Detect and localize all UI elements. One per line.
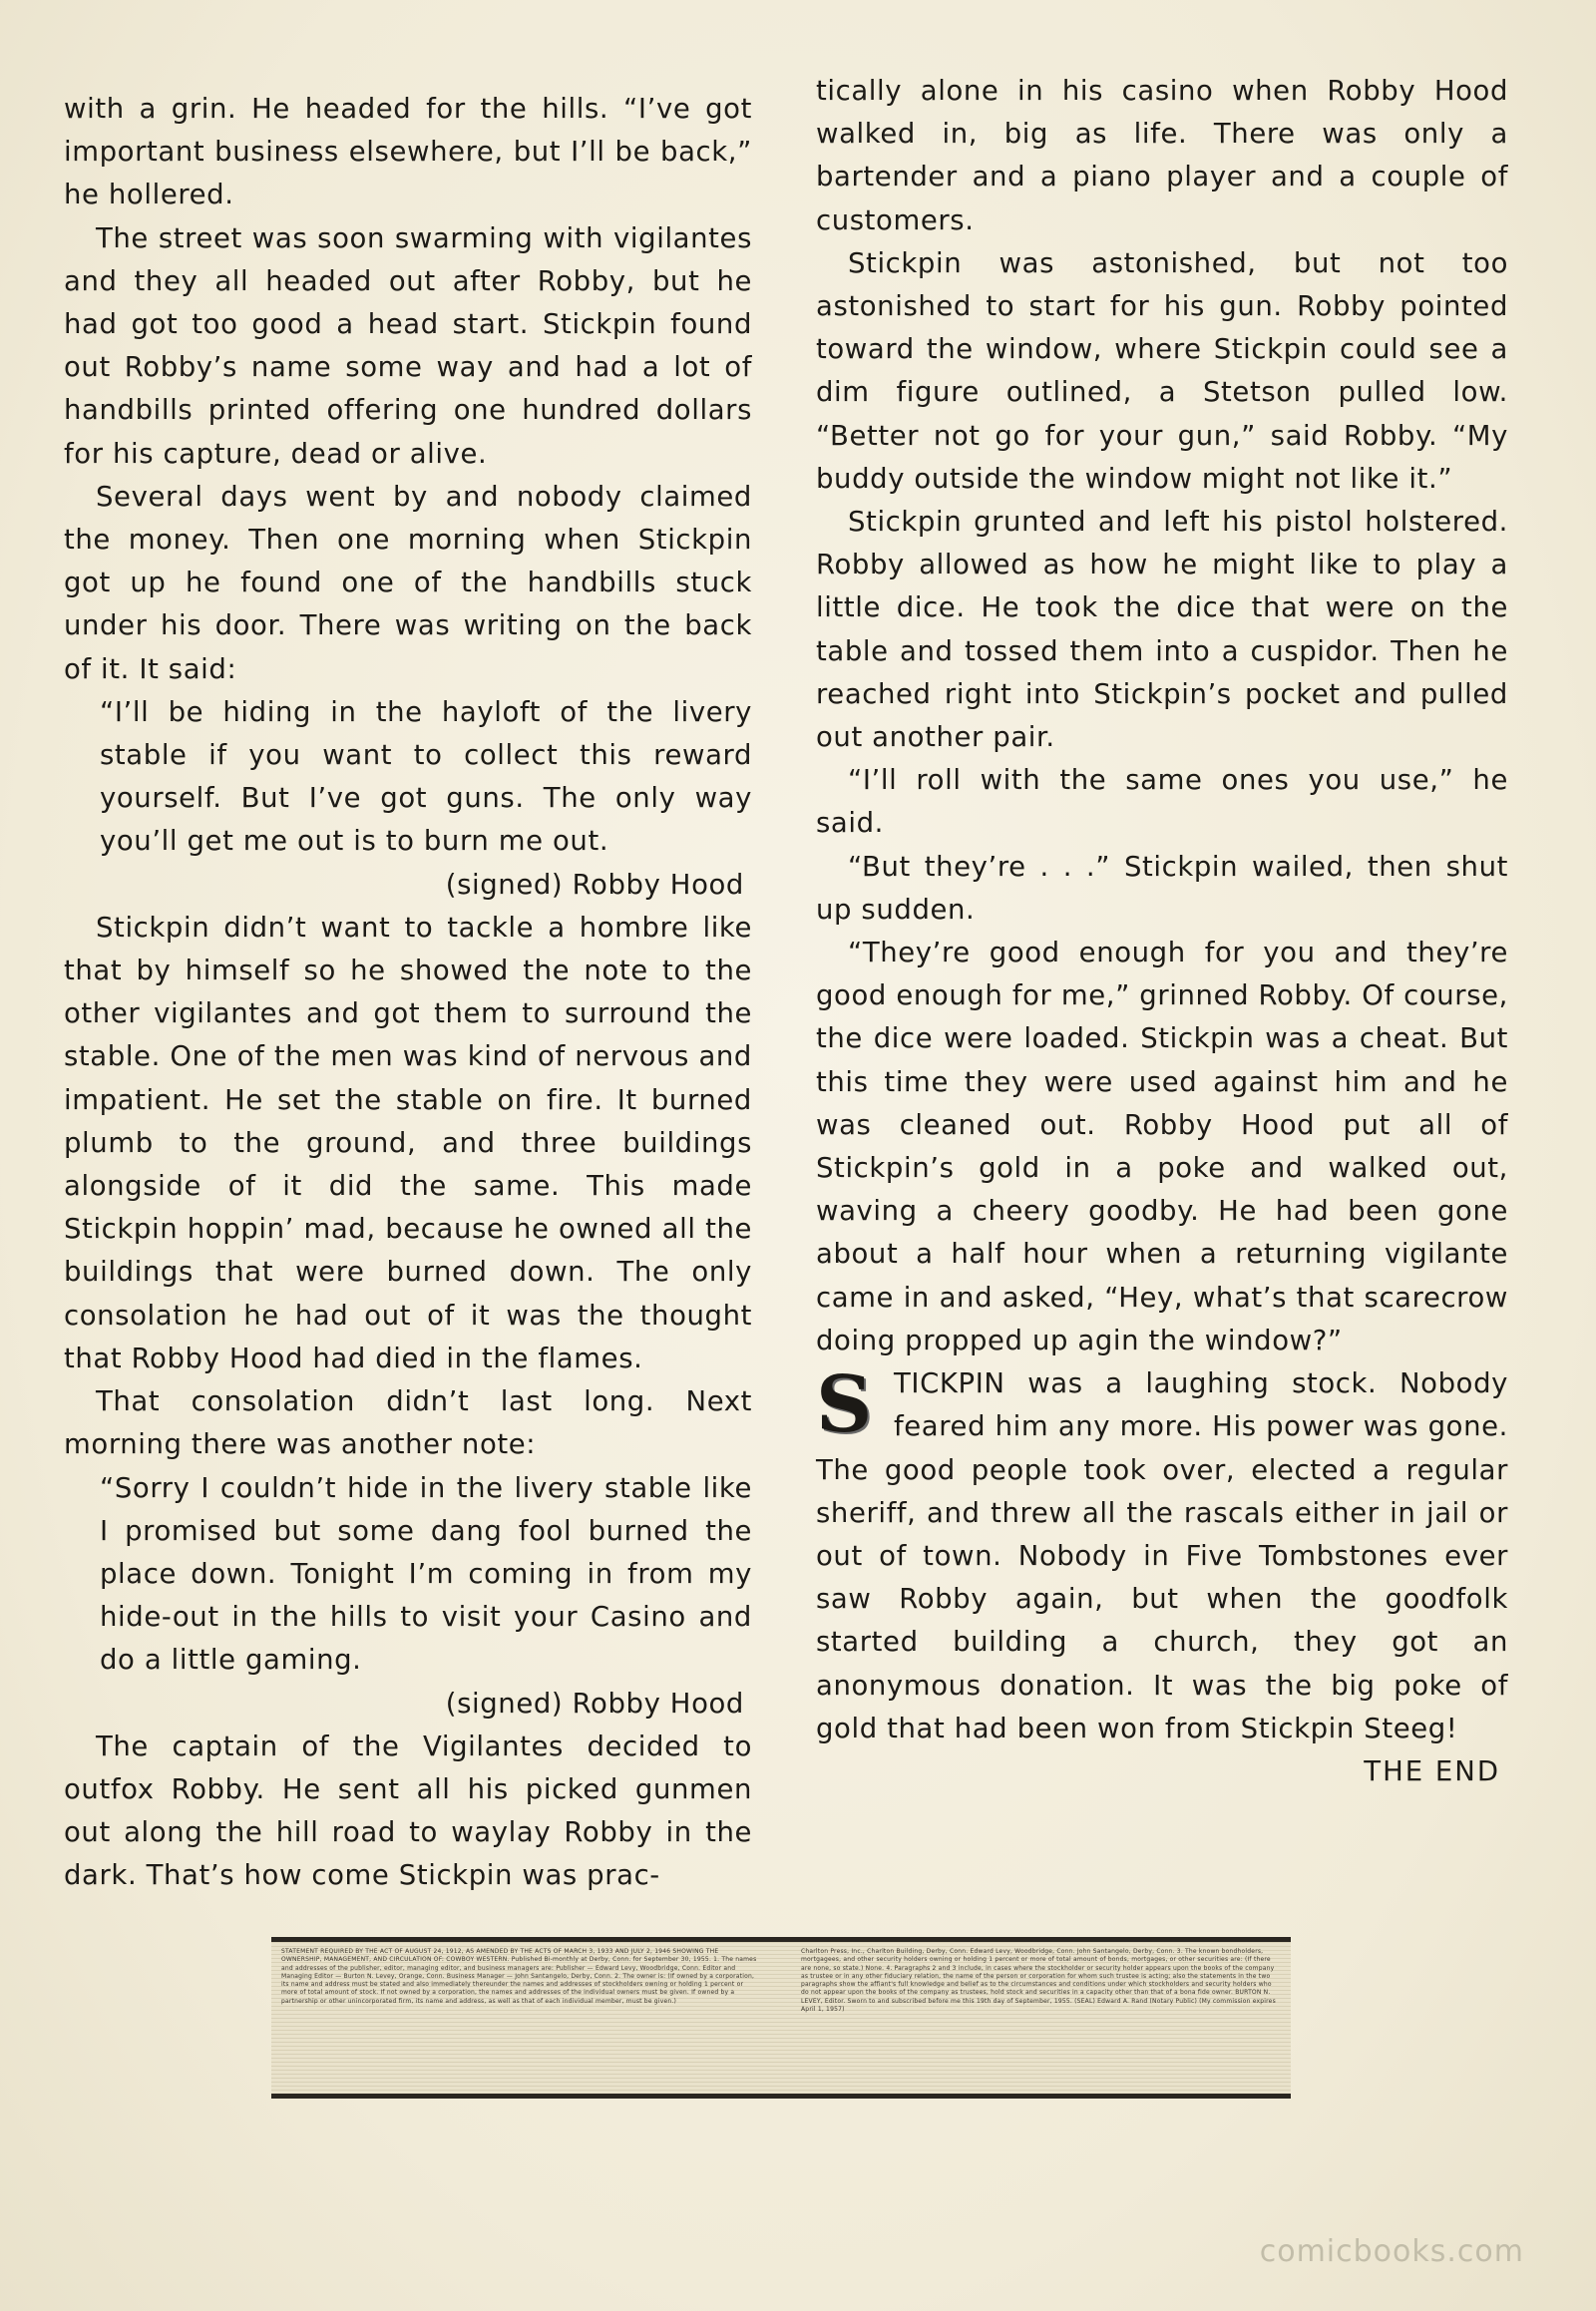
note-signature: (signed) Robby Hood <box>445 1687 744 1720</box>
paragraph: with a grin. He headed for the hills. “I’ve got important business elsewhere, but I’ll be back,” he hollered. <box>64 93 752 211</box>
paragraph: “But they’re . . .” Stickpin wailed, then shut up sudden. <box>816 850 1508 926</box>
paragraph: tically alone in his casino when Robby Hood walked in, big as life. There was only a bartender and a piano player and a couple of customers. <box>816 75 1508 236</box>
paragraph: That consolation didn’t last long. Next morning there was another note: <box>64 1385 752 1461</box>
paragraph: Stickpin didn’t want to tackle a hombre like that by himself so he showed the note to the other vigilantes and got them to surround the stable. One of the men was kind of nervous and impatient. He set the stable on fire. It burned plumb to the ground, and three buildings alongside of it did the same. This made Stickpin hoppin’ mad, because he owned all the buildings that were burned down. The only consolation he had out of it was the thought that Robby Hood had died in the flames. <box>64 911 752 1374</box>
drop-cap-letter: S <box>816 1359 873 1451</box>
paragraph: The captain of the Vigilantes decided to outfox Robby. He sent all his picked gunmen out along the hill road to waylay Robby in the dark. That’s how come Stickpin was prac- <box>64 1730 752 1892</box>
quoted-note: “I’ll be hiding in the hayloft of the livery stable if you want to collect this reward yourself. But I’ve got guns. The only way you’ll get me out is to burn me out. <box>100 695 752 858</box>
paragraph: Several days went by and nobody claimed the money. Then one morning when Stickpin got up he found one of the handbills stuck under his door. There was writing on the back of it. It said: <box>64 480 752 685</box>
paragraph: “I’ll roll with the same ones you use,” he said. <box>816 764 1508 840</box>
site-watermark: comicbooks.com <box>1259 2234 1524 2269</box>
paragraph: “They’re good enough for you and they’re good enough for me,” grinned Robby. Of course, the dice were loaded. Stickpin was a cheat. But this time they were used against him and he was cleaned out. Robby Hood put all of Stickpin’s gold in a poke and walked out, waving a cheery goodby. He had been gone about a half hour when a returning vigilante came in and asked, “Hey, what’s that scarecrow doing propped up agin the window?” <box>816 937 1508 1356</box>
the-end-label: THE END <box>1364 1754 1500 1787</box>
statement-right-text: Charlton Press, Inc., Charlton Building, Derby, Conn. Edward Levy, Woodbridge, Conn. John Santangelo, Derby, Conn. 3. The known bondholders, mortgagees, and other security holders owning or holding 1 percent or more of total amount of bonds, mortgages, or other securities are: (If there are none, so state.) None. 4. Paragraphs 2 and 3 include, in cases where the stockholder or security holder appears upon the books of the company as trustee or in any other fiduciary relation, the name of the person or corporation for whom such trustee is acting; also the statements in the two paragraphs show the affiant's full knowledge and belief as to the circumstances and conditions under which stockholders and security holders who do not appear upon the books of the company as trustees, hold stock and securities in a capacity other than that of a bona fide owner. BURTON N. LEVEY, Editor. Sworn to and subscribed before me this 19th day of September, 1955. (SEAL) Edward A. Rand (Notary Public) (My commission expires April 1, 1957) <box>801 1948 1276 2014</box>
note-signature: (signed) Robby Hood <box>445 868 744 901</box>
right-text-column <box>816 70 1508 1793</box>
ownership-statement-box <box>271 1937 1291 2099</box>
final-paragraph <box>816 1359 1508 1750</box>
paragraph: Stickpin was astonished, but not too astonished to start for his gun. Robby pointed toward the window, where Stickpin could see a dim figure outlined, a Stetson pulled low. “Better not go for your gun,” said Robby. “My buddy outside the window might not like it.” <box>816 246 1508 495</box>
left-text-column <box>64 88 752 1898</box>
paragraph: Stickpin grunted and left his pistol holstered. Robby allowed as how he might like to play a little dice. He took the dice that were on the table and tossed them into a cuspidor. Then he reached right into Stickpin’s pocket and pulled out another pair. <box>816 506 1508 754</box>
paragraph: The street was soon swarming with vigilantes and they all headed out after Robby, but he had got too good a head start. Stickpin found out Robby’s name some way and had a lot of handbills printed offering one hundred dollars for his capture, dead or alive. <box>64 221 752 470</box>
quoted-note: “Sorry I couldn’t hide in the livery stable like I promised but some dang fool burned the place down. Tonight I’m coming in from my hide-out in the hills to visit your Casino and do a little gaming. <box>100 1471 752 1677</box>
paragraph: TICKPIN was a laughing stock. Nobody feared him any more. His power was gone. The good people took over, elected a regular sheriff, and threw all the rascals either in jail or out of town. Nobody in Five Tombstones ever saw Robby again, but when the goodfolk started building a church, they got an anonymous donation. It was the big poke of gold that had been won from Stickpin Steeg! <box>816 1367 1508 1744</box>
statement-left-text: STATEMENT REQUIRED BY THE ACT OF AUGUST 24, 1912, AS AMENDED BY THE ACTS OF MARCH 3, 1933 AND JULY 2, 1946 SHOWING THE OWNERSHIP, MANAGEMENT, AND CIRCULATION OF: COWBOY WESTERN. Published Bi-monthly at Derby, Conn. for September 30, 1955. 1. The names and addresses of the publisher, editor, managing editor, and business managers are: Publisher — Edward Levy, Woodbridge, Conn. Editor and Managing Editor — Burton N. Levey, Orange, Conn. Business Manager — John Santangelo, Derby, Conn. 2. The owner is: (If owned by a corporation, its name and address must be stated and also immediately thereunder the names and addresses of stockholders owning or holding 1 percent or more of total amount of stock. If not owned by a corporation, the names and addresses of the individual owners must be given. If owned by a partnership or other unincorporated firm, its name and address, as well as that of each individual member, must be given.) <box>281 1948 757 2005</box>
